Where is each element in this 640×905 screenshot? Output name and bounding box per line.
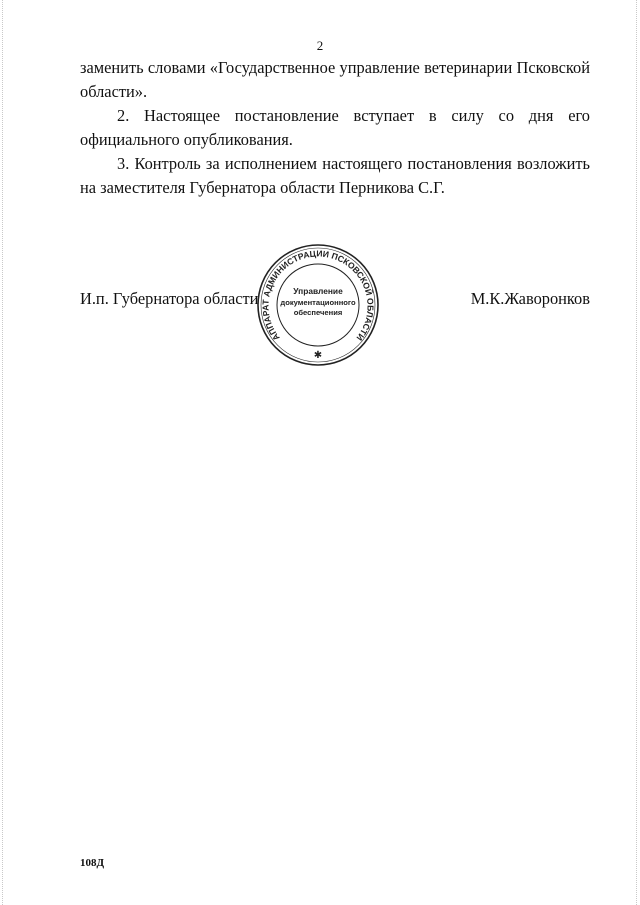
official-seal — [255, 242, 381, 368]
body-text — [80, 56, 590, 200]
page-number: 2 — [316, 38, 324, 53]
scan-edge-left — [2, 0, 4, 905]
document-code: 108Д — [80, 857, 105, 869]
seal-center-line-3: обеспечения — [293, 308, 343, 317]
signatory-position: И.п. Губернатора области — [80, 289, 259, 308]
paragraph-2: 2. Настоящее постановление вступает в силу со дня его официального опубликования. — [80, 106, 590, 149]
scan-edge-right — [636, 0, 638, 905]
seal-star-icon: ✱ — [313, 350, 323, 361]
seal-center-line-1: Управление — [293, 286, 343, 296]
signatory-name: М.К.Жаворонков — [470, 289, 590, 308]
paragraph-3: 3. Контроль за исполнением настоящего постановления возложить на заместителя Губернатора области Перникова С.Г. — [80, 154, 590, 197]
seal-center-line-2: документационного — [280, 298, 356, 307]
seal-ring-text: АППАРАТ АДМИНИСТРАЦИИ ПСКОВСКОЙ ОБЛАСТИ — [260, 248, 376, 343]
paragraph-continuation: заменить словами «Государственное управление ветеринарии Псковской области». — [80, 58, 590, 101]
